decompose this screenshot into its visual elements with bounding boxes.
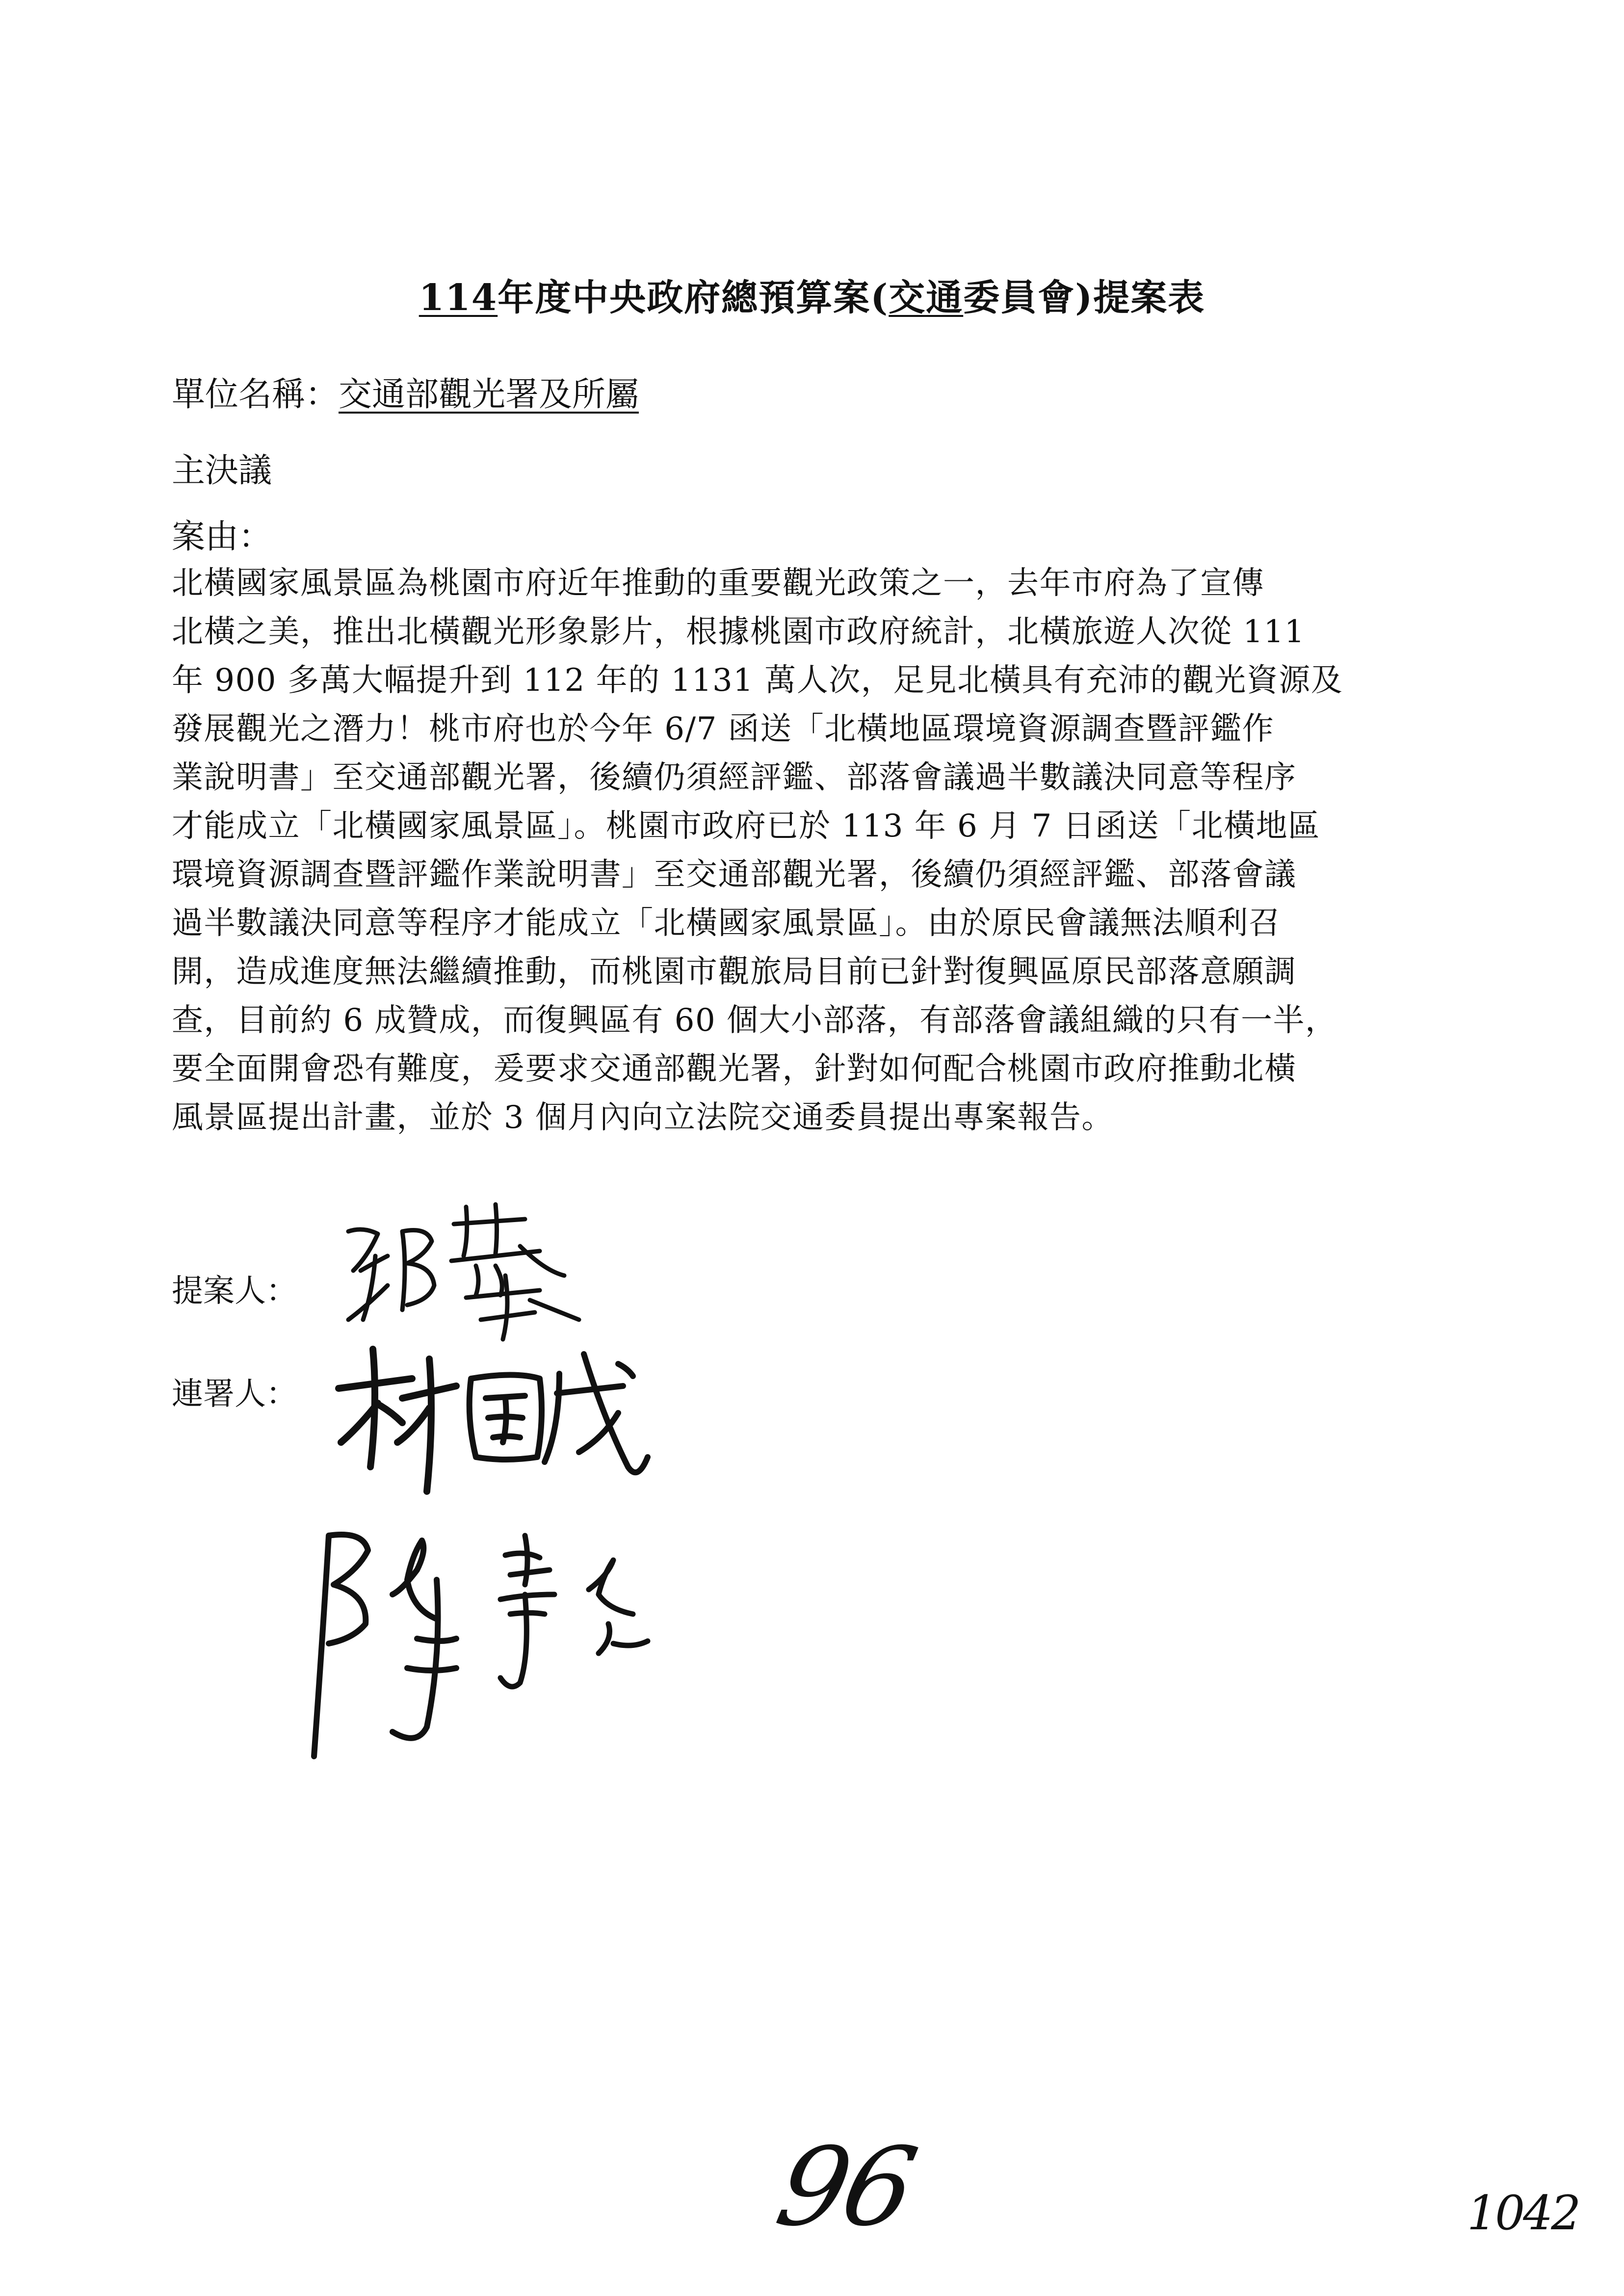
form-title bbox=[0, 269, 1624, 321]
proposer-signature bbox=[334, 1197, 608, 1344]
reason-line: 才能成立「北橫國家風景區」。桃園市政府已於 113 年 6 月 7 日函送「北橫地區 bbox=[172, 808, 1320, 844]
reason-line: 過半數議決同意等程序才能成立「北橫國家風景區」。由於原民會議無法順利召 bbox=[172, 905, 1281, 941]
unit-value: 交通部觀光署及所屬 bbox=[339, 375, 639, 414]
proposal-type: 主決議 bbox=[172, 451, 272, 490]
cosigner-signature-1 bbox=[329, 1344, 662, 1496]
page-number: 96 bbox=[766, 2124, 923, 2250]
title-middle: 年度中央政府總預算案( bbox=[498, 277, 889, 319]
reason-line: 風景區提出計畫，並於 3 個月內向立法院交通委員提出專案報告。 bbox=[172, 1099, 1114, 1136]
proposer-label: 提案人： bbox=[172, 1273, 297, 1309]
title-committee: 交通 bbox=[889, 277, 964, 319]
cosigner-signature-2 bbox=[294, 1521, 687, 1776]
reason-line: 環境資源調查暨評鑑作業說明書」至交通部觀光署，後續仍須經評鑑、部落會議 bbox=[172, 857, 1297, 893]
reason-line: 開，造成進度無法繼續推動，而桃園市觀旅局目前已針對復興區原民部落意願調 bbox=[172, 954, 1297, 990]
reason-line: 發展觀光之潛力！桃市府也於今年 6/7 函送「北橫地區環境資源調查暨評鑑作 bbox=[172, 711, 1275, 747]
unit-label: 單位名稱： bbox=[172, 375, 339, 414]
reason-line: 業說明書」至交通部觀光署，後續仍須經評鑑、部落會議過半數議決同意等程序 bbox=[172, 759, 1297, 796]
reason-text bbox=[172, 559, 1482, 1142]
title-end: 委員會)提案表 bbox=[963, 277, 1205, 319]
stamp-number: 1042 bbox=[1467, 2186, 1579, 2241]
reason-line: 年 900 多萬大幅提升到 112 年的 1131 萬人次，足見北橫具有充沛的觀光資源及 bbox=[172, 662, 1343, 699]
reason-line: 北橫之美，推出北橫觀光形象影片，根據桃園市政府統計，北橫旅遊人次從 111 bbox=[172, 614, 1305, 650]
cosigner-label: 連署人： bbox=[172, 1376, 297, 1412]
reason-label: 案由： bbox=[172, 518, 272, 556]
reason-line: 要全面開會恐有難度，爰要求交通部觀光署，針對如何配合桃園市政府推動北橫 bbox=[172, 1051, 1297, 1087]
reason-line: 查，目前約 6 成贊成，而復興區有 60 個大小部落，有部落會議組織的只有一半， bbox=[172, 1002, 1337, 1039]
unit-row bbox=[172, 368, 639, 416]
reason-line: 北橫國家風景區為桃園市府近年推動的重要觀光政策之一，去年市府為了宣傳 bbox=[172, 565, 1264, 601]
title-year: 114 bbox=[419, 277, 498, 319]
